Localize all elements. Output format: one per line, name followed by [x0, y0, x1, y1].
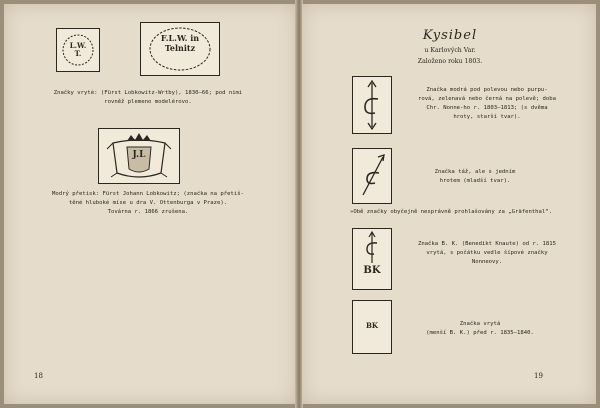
small-bk-mark-stamp: [352, 300, 392, 354]
mark-lw-t-text: L.W. T.: [69, 41, 87, 58]
entry2-line2: hrotem (mladší tvar).: [439, 178, 511, 184]
mark-lw-t-stamp: [56, 28, 100, 72]
entry3-line2: vrytá, s počátku vedle šípové značky: [426, 250, 548, 256]
arrow-mark-two-prongs-stamp: [352, 76, 392, 134]
gräfenthal-note: »Obě značky obyčejně nesprávně prohlašovány za „Gräfenthal“.: [349, 209, 553, 215]
entry2-line1: Značka táž, ale s jedním: [434, 169, 516, 175]
entry1-line3: Chr. Nonne-ho r. 1803—1813; (s dvěma: [426, 105, 548, 111]
factory-subtitle: u Karlových Var.: [424, 47, 476, 54]
entry1-line1: Značka modrá pod polevou nebo purpu-: [426, 87, 548, 93]
crest-caption-line2: těné hluboké míse u dra V. Ottenburga v Praze).: [68, 200, 228, 206]
bk-arrow-mark-stamp: [352, 228, 392, 290]
mark-flw-telnitz-stamp: [140, 22, 220, 76]
bk-mark-text: BK: [363, 265, 381, 276]
entry3-line3: Nonneovy.: [471, 259, 503, 265]
factory-title: Kysibel: [422, 28, 478, 43]
crest-caption-line3: Továrna r. 1866 zrušena.: [107, 209, 189, 215]
arrow-mark-icon: [353, 229, 391, 289]
page-number-right: 19: [534, 372, 543, 380]
entry4-line2: (menší B. K.) před r. 1835—1840.: [426, 330, 534, 336]
arrow-mark-icon: [353, 149, 391, 203]
mark-flw-telnitz-text: F.L.W. in Telnitz: [160, 33, 200, 53]
lobkowitz-crest-stamp: [98, 128, 180, 184]
factory-founded: Založeno roku 1803.: [417, 58, 483, 65]
crest-caption-line1: Modrý přetisk: Fürst Johann Lobkowitz; (značka na přetiš-: [52, 191, 244, 197]
entry1-line2: rová, zelenavá nebo černá na polevě; doba: [417, 96, 557, 102]
crest-monogram: J.L: [132, 150, 146, 160]
entry1-line4: hroty, starší tvar).: [453, 114, 521, 120]
marks-top-caption-line2: rovněž plemeno modelérovo.: [104, 99, 192, 105]
page-number-left: 18: [34, 372, 43, 380]
entry3-line1: Značka B. K. (Benedikt Knaute) od r. 1815: [417, 241, 557, 247]
marks-top-caption-line1: Značky vryté: (Fürst Lobkowitz-Wrtby), 1830—66; pod nimi: [53, 90, 243, 96]
arrow-mark-one-prong-stamp: [352, 148, 392, 204]
small-bk-mark-text: BK: [365, 321, 378, 330]
arrow-mark-icon: [353, 77, 391, 133]
entry4-line1: Značka vrytá: [459, 321, 501, 327]
